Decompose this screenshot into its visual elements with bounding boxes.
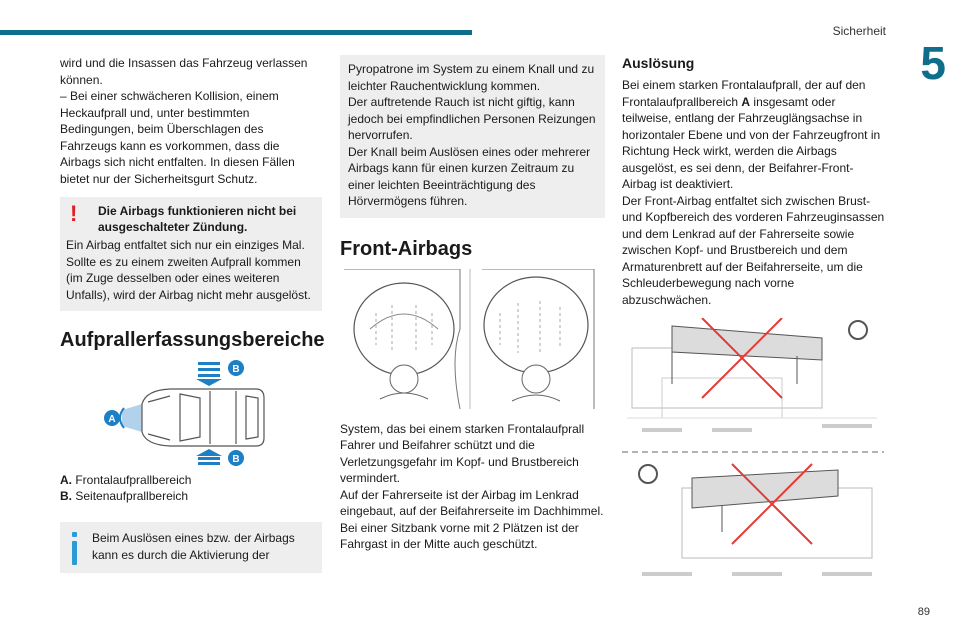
column-3 xyxy=(622,55,886,592)
front-airbag-illustration xyxy=(340,269,598,409)
warning-title: Die Airbags funktionieren nicht bei ausgeschalteter Zündung. xyxy=(98,204,297,234)
info-icon xyxy=(72,532,77,566)
info-text: Beim Auslösen eines bzw. der Airbags kann es durch die Aktivierung der xyxy=(92,531,295,562)
column-1 xyxy=(60,55,325,573)
intro-paragraph: wird und die Insassen das Fahrzeug verlassen können. – Bei einer schwächeren Kollision, einem Heckaufprall und, unter bestimmten Bedingungen, beim Überschlagen des Fahrzeugs kann es vorkommen, dass die Airbags sich nicht entfalten. In diesen Fällen bietet nur der Sicherheitsgurt Schutz. xyxy=(60,56,308,186)
deployment-heading: Auslösung xyxy=(622,55,695,71)
zones-heading: Aufprallerfassungsbereiche xyxy=(60,329,325,351)
section-title: Sicherheit xyxy=(832,24,886,38)
page-number: 89 xyxy=(917,606,930,618)
zone-b-label-bottom: B xyxy=(232,454,240,465)
side-zone-bottom xyxy=(196,449,244,466)
zone-a-label: A xyxy=(108,414,116,425)
header-accent-bar xyxy=(0,30,472,35)
car-top-view xyxy=(142,389,264,446)
deployment-illustration xyxy=(622,318,884,592)
warning-exclamation-icon: ! xyxy=(70,201,78,226)
pyro-text: Pyropatrone im System zu einem Knall und zu leichter Rauchentwicklung kommen. Der auftretende Rauch ist nicht giftig, kann jedoch bei empfindlichen Personen Reizungen hervorrufen. Der Knall beim Auslösen eines oder mehrerer Airbags kann für einen kurzen Zeitraum zu einer leichten Beeinträchtigung des Hörvermögens führen. xyxy=(348,62,596,208)
legend-item-b: B. Seitenaufprallbereich xyxy=(60,489,189,503)
driver-side-panel xyxy=(622,318,884,446)
driver-airbag xyxy=(354,283,454,399)
chapter-number: 5 xyxy=(920,37,946,89)
warning-text: Ein Airbag entfaltet sich nur ein einziges Mal. Sollte es zu einem zweiten Aufprall kommen (im Zuge desselben oder eines weiteren Unfalls), wird der Airbag nicht mehr ausgelöst. xyxy=(66,238,311,302)
passenger-airbag xyxy=(484,277,588,401)
info-box xyxy=(60,522,322,573)
front-zone xyxy=(104,404,142,432)
zones-legend xyxy=(60,472,322,504)
zone-b-label-top: B xyxy=(232,364,240,375)
front-airbags-heading: Front-Airbags xyxy=(340,237,473,260)
warning-box xyxy=(60,197,322,311)
front-airbags-text: System, das bei einem starken Frontalaufprall Fahrer und Beifahrer schützt und die Verletzungsgefahr im Kopf- und Brustbereich vermindert. Auf der Fahrerseite ist der Airbag im Lenkrad eingebaut, auf der Beifahrerseite im Dachhimmel. Bei einer Sitzbank vorne mit 2 Plätzen ist der Fahrgast in der Mitte auch geschützt. xyxy=(340,421,604,551)
passenger-side-panel xyxy=(622,458,884,592)
side-zone-top xyxy=(196,360,244,386)
column-2 xyxy=(340,55,605,553)
impact-zones-diagram xyxy=(60,358,322,466)
pyro-note-box xyxy=(340,55,605,218)
legend-item-a: A. Frontalaufprallbereich xyxy=(60,473,192,487)
deployment-text: Bei einem starken Frontalaufprall, der auf den Frontalaufprallbereich A insgesamt oder teilweise, entlang der Fahrzeuglängsachse in horizontaler Ebene und von der Fahrzeugfront in Richtung Heck wirkt, werden die Airbags ausgelöst, es sei denn, der Beifahrer-Front-Airbag ist deaktiviert. Der Front-Airbag entfaltet sich zwischen Brust- und Kopfbereich des vorderen Fahrzeuginsassen und dem Lenkrad auf der Fahrerseite sowie zwischen Kopf- und Brustbereich und dem Armaturenbrett auf der Beifahrerseite, um die Schleuderbewegung nach vorne abzuschwächen. xyxy=(622,78,885,307)
